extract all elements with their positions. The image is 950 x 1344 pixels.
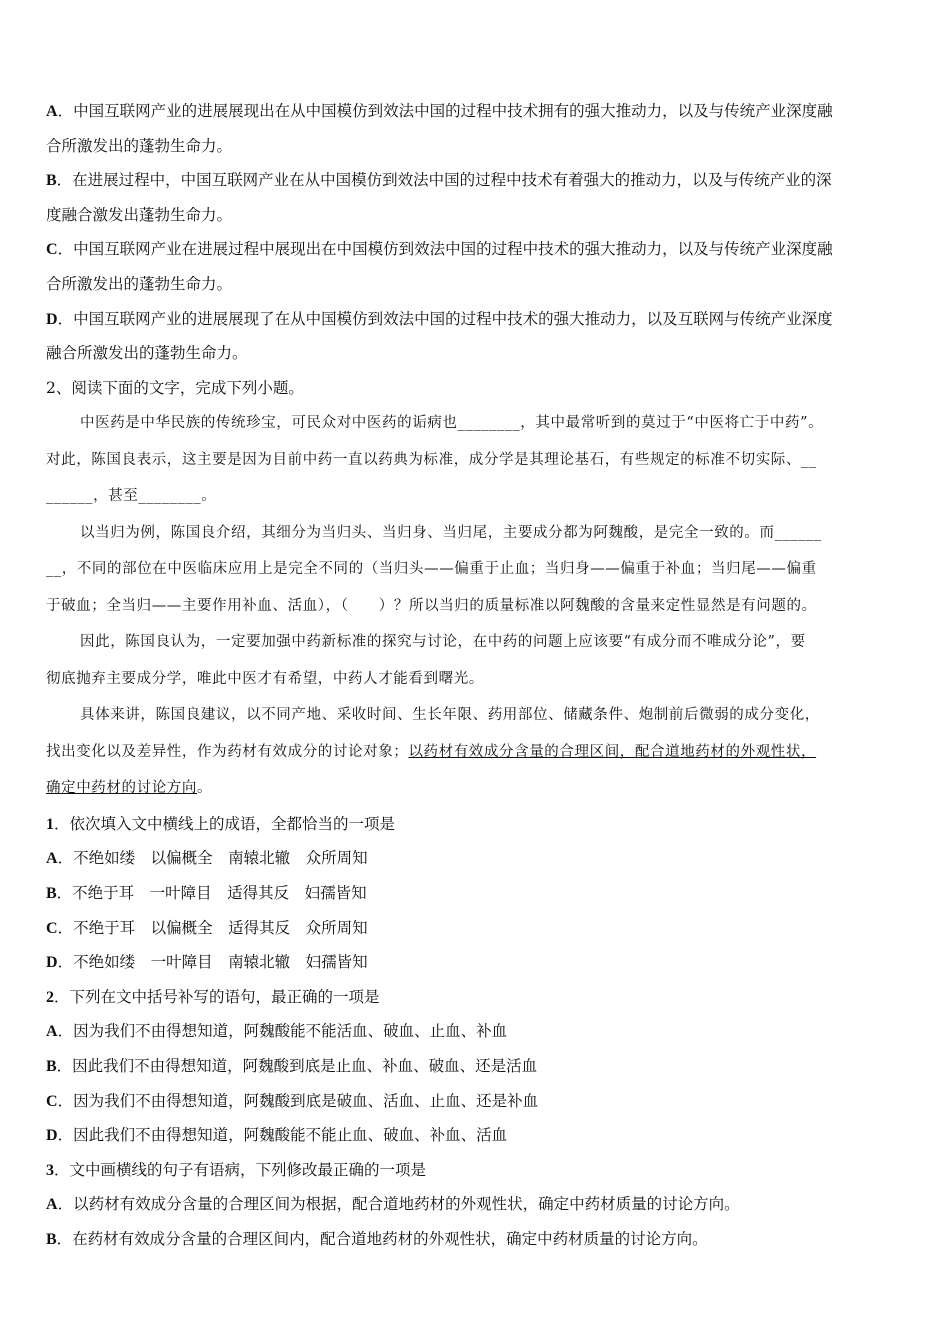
option-d-line-1: D．中国互联网产业的进展展现了在从中国模仿到效法中国的过程中技术的强大推动力，以及互联网与传统产业深度	[46, 309, 833, 328]
section-heading: 2、阅读下面的文字，完成下列小题。	[46, 378, 304, 397]
option-d: D．因此我们不由得想知道，阿魏酸能不能止血、破血、补血、活血	[46, 1126, 508, 1145]
question-stem: 3．文中画横线的句子有语病，下列修改最正确的一项是	[46, 1160, 427, 1179]
option-b: B．因此我们不由得想知道，阿魏酸到底是止血、补血、破血、还是活血	[46, 1057, 538, 1075]
prev-question-options	[46, 94, 906, 371]
passage-p1-line-1: 中医药是中华民族的传统珍宝，可民众对中医药的诟病也________，其中最常听到的莫过于“中医将亡于中药”。	[80, 415, 824, 432]
question-stem: 1．依次填入文中横线上的成语，全都恰当的一项是	[46, 814, 396, 833]
passage-p3-line-1: 因此，陈国良认为，一定要加强中药新标准的探究与讨论，在中药的问题上应该要“有成分而不唯成分论”，要	[80, 634, 806, 651]
passage-p4-line-3: 确定中药材的讨论方向。	[46, 780, 213, 797]
option-c: C．不绝于耳 以偏概全 适得其反 众所周知	[46, 918, 368, 937]
option-b: B．不绝于耳 一叶障目 适得其反 妇孺皆知	[46, 884, 367, 903]
option-a: A．因为我们不由得想知道，阿魏酸能不能活血、破血、止血、补血	[46, 1022, 508, 1041]
passage-p2-line-3: 于破血；全当归——主要作用补血、活血），（ ）？所以当归的质量标准以阿魏酸的含量来定性显然是有问题的。	[46, 597, 817, 614]
option-a-line-1: A．中国互联网产业的进展展现出在从中国模仿到效法中国的过程中技术拥有的强大推动力，以及与传统产业深度融	[46, 102, 833, 120]
passage-p3-line-2: 彻底抛弃主要成分学，唯此中医才有希望，中药人才能看到曙光。	[46, 670, 484, 687]
option-c-line-1: C．中国互联网产业在进展过程中展现出在中国模仿到效法中国的过程中技术的强大推动力，以及与传统产业深度融	[46, 240, 833, 259]
passage-p4-line-1: 具体来讲，陈国良建议，以不同产地、采收时间、生长年限、药用部位、储藏条件、炮制前后微弱的成分变化，	[80, 707, 820, 724]
passage-p1-line-3: ______，甚至________。	[46, 488, 217, 505]
option-b-line-2: 度融合激发出蓬勃生命力。	[46, 205, 233, 224]
option-b: B．在药材有效成分含量的合理区间内，配合道地药材的外观性状，确定中药材质量的讨论方向。	[46, 1229, 708, 1248]
underlined-sentence: 以药材有效成分含量的合理区间，配合道地药材的外观性状，	[408, 743, 817, 760]
option-d: D．不绝如缕 一叶障目 南辕北辙 妇孺皆知	[46, 953, 368, 972]
question-stem: 2．下列在文中括号补写的语句，最正确的一项是	[46, 987, 380, 1006]
question-3	[46, 1153, 906, 1257]
option-a: A．不绝如缕 以偏概全 南辕北辙 众所周知	[46, 849, 368, 868]
passage-p2-line-1: 以当归为例，陈国良介绍，其细分为当归头、当归身、当归尾，主要成分都为阿魏酸，是完全一致的。而______	[80, 524, 822, 541]
option-c-line-2: 合所激发出的蓬勃生命力。	[46, 274, 233, 293]
passage-p2-line-2: __，不同的部位在中医临床应用上是完全不同的（当归头——偏重于止血；当归身——偏重于补血；当归尾——偏重	[46, 561, 817, 578]
question-1	[46, 807, 906, 980]
option-a: A．以药材有效成分含量的合理区间为根据，配合道地药材的外观性状，确定中药材质量的讨论方向。	[46, 1195, 740, 1214]
reading-passage	[46, 405, 906, 807]
option-a-line-2: 合所激发出的蓬勃生命力。	[46, 136, 233, 155]
option-c: C．因为我们不由得想知道，阿魏酸到底是破血、活血、止血、还是补血	[46, 1091, 539, 1110]
underlined-sentence-end: 确定中药材的讨论方向	[46, 780, 197, 797]
option-b-line-1: B．在进展过程中，中国互联网产业在从中国模仿到效法中国的过程中技术有着强大的推动力，以及与传统产业的深	[46, 171, 832, 190]
passage-p4-line-2: 找出变化以及差异性，作为药材有效成分的讨论对象；以药材有效成分含量的合理区间，配合道地药材的外观性状，	[46, 743, 817, 760]
option-d-line-2: 融合所激发出的蓬勃生命力。	[46, 344, 248, 363]
passage-p1-line-2: 对此，陈国良表示，这主要是因为目前中药一直以药典为标准，成分学是其理论基石，有些规定的标准不切实际、__	[46, 451, 817, 468]
document-page	[46, 94, 906, 1257]
question-2	[46, 980, 906, 1153]
